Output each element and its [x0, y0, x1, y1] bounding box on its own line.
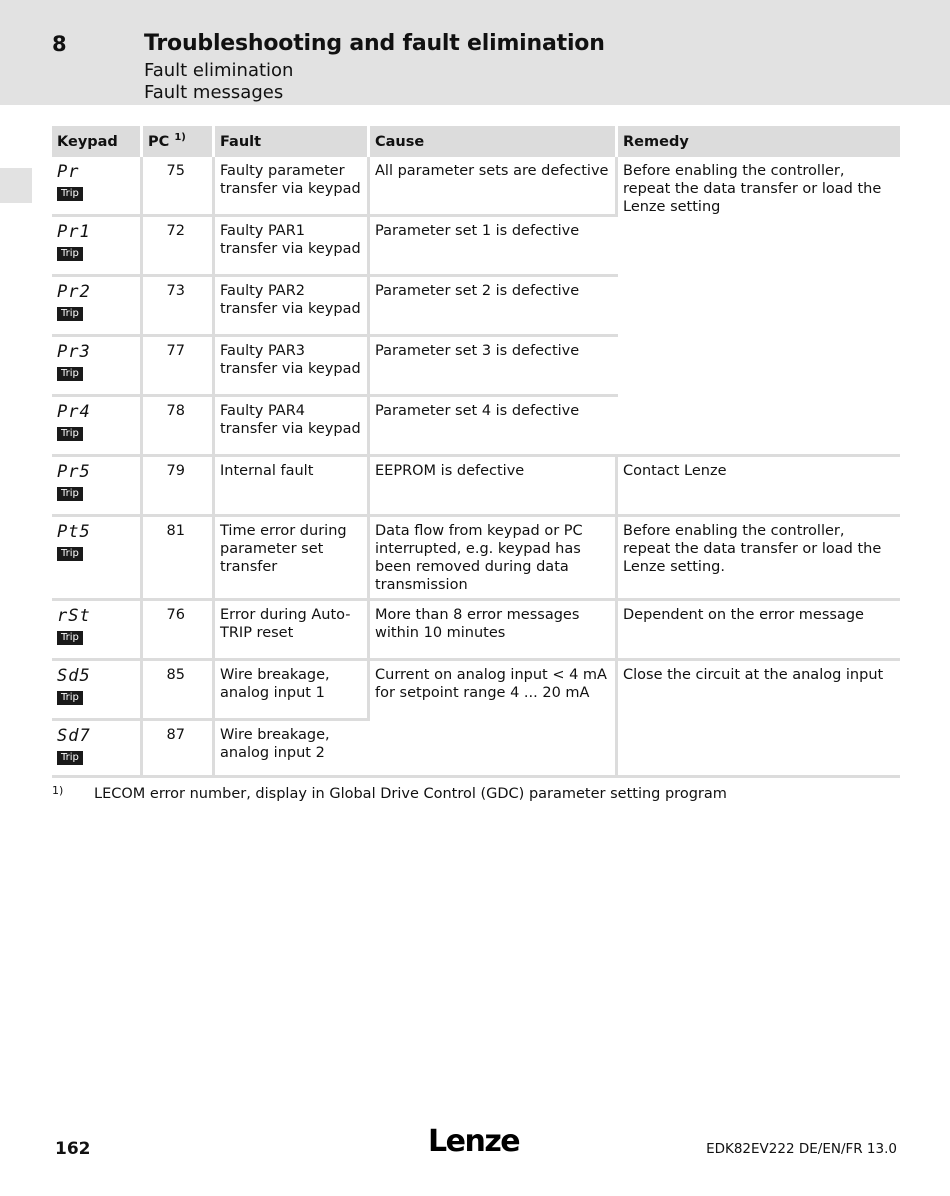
- keypad-cell: [52, 397, 143, 457]
- trip-badge: Trip: [57, 367, 83, 381]
- pc-number-cell: 73: [143, 277, 215, 337]
- col-header-pc: PC $^{1)}$: [143, 126, 215, 157]
- trip-badge: Trip: [57, 187, 83, 201]
- pc-number-cell: 79: [143, 457, 215, 517]
- keypad-display-code: Pr: [57, 162, 80, 182]
- pc-number-cell: 78: [143, 397, 215, 457]
- keypad-display-code: Pr5: [57, 462, 91, 482]
- pc-number-cell: 87: [143, 721, 215, 778]
- fault-cell: Error during Auto-TRIP reset: [215, 601, 370, 661]
- chapter-number: 8: [52, 32, 67, 56]
- fault-cell: Faulty PAR3 transfer via keypad: [215, 337, 370, 397]
- cause-cell: EEPROM is defective: [370, 457, 618, 517]
- keypad-display-code: Pr1: [57, 222, 91, 242]
- keypad-display-code: Sd5: [57, 666, 91, 686]
- trip-badge: Trip: [57, 307, 83, 321]
- cause-cell: Parameter set 3 is defective: [370, 337, 618, 397]
- keypad-cell: [52, 217, 143, 277]
- pc-number-cell: 75: [143, 157, 215, 217]
- keypad-cell: [52, 517, 143, 601]
- chapter-title: Troubleshooting and fault elimination: [144, 31, 605, 56]
- keypad-cell: [52, 721, 143, 778]
- trip-badge: Trip: [57, 751, 83, 765]
- pc-number-cell: 77: [143, 337, 215, 397]
- pc-number-cell: 81: [143, 517, 215, 601]
- cause-cell: Current on analog input < 4 mA for setpoint range 4 ... 20 mA: [370, 661, 618, 778]
- keypad-display-code: rSt: [57, 606, 91, 626]
- fault-cell: Wire breakage, analog input 1: [215, 661, 370, 721]
- col-header-fault: Fault: [215, 126, 370, 157]
- table-row: [52, 157, 900, 217]
- fault-cell: Internal fault: [215, 457, 370, 517]
- fault-cell: Time error during parameter set transfer: [215, 517, 370, 601]
- keypad-cell: [52, 601, 143, 661]
- col-header-remedy: Remedy: [618, 126, 900, 157]
- fault-cell: Faulty PAR2 transfer via keypad: [215, 277, 370, 337]
- cause-cell: Parameter set 1 is defective: [370, 217, 618, 277]
- fault-cell: Faulty PAR1 transfer via keypad: [215, 217, 370, 277]
- trip-badge: Trip: [57, 427, 83, 441]
- fault-messages-table: [52, 126, 900, 778]
- cause-cell: More than 8 error messages within 10 minutes: [370, 601, 618, 661]
- remedy-cell: Before enabling the controller, repeat the data transfer or load the Lenze setting: [618, 157, 900, 457]
- table-row: [52, 661, 900, 721]
- remedy-cell: Close the circuit at the analog input: [618, 661, 900, 778]
- fault-cell: Faulty PAR4 transfer via keypad: [215, 397, 370, 457]
- trip-badge: Trip: [57, 631, 83, 645]
- keypad-cell: [52, 457, 143, 517]
- keypad-cell: [52, 277, 143, 337]
- keypad-display-code: Pr4: [57, 402, 91, 422]
- table-row: [52, 457, 900, 517]
- cause-cell: All parameter sets are defective: [370, 157, 618, 217]
- fault-cell: Faulty parameter transfer via keypad: [215, 157, 370, 217]
- keypad-display-code: Pr3: [57, 342, 91, 362]
- pc-number-cell: 85: [143, 661, 215, 721]
- remedy-cell: Contact Lenze: [618, 457, 900, 517]
- fault-cell: Wire breakage, analog input 2: [215, 721, 370, 778]
- trip-badge: Trip: [57, 547, 83, 561]
- col-header-keypad: Keypad: [52, 126, 143, 157]
- keypad-display-code: Sd7: [57, 726, 91, 746]
- footnote-marker: 1): [52, 784, 64, 797]
- section-subsubtitle: Fault messages: [144, 82, 284, 103]
- document-id: EDK82EV222 DE/EN/FR 13.0: [706, 1141, 897, 1157]
- table-header-row: [52, 126, 900, 157]
- keypad-cell: [52, 337, 143, 397]
- trip-badge: Trip: [57, 487, 83, 501]
- table-row: [52, 517, 900, 601]
- footnote-ref: 1): [174, 132, 186, 144]
- remedy-cell: Before enabling the controller, repeat the data transfer or load the Lenze setting.: [618, 517, 900, 601]
- keypad-cell: [52, 661, 143, 721]
- section-subtitle: Fault elimination: [144, 60, 294, 81]
- lenze-logo: Lenze: [428, 1124, 520, 1159]
- trip-badge: Trip: [57, 691, 83, 705]
- cause-cell: Data flow from keypad or PC interrupted, e.g. keypad has been removed during data transmission: [370, 517, 618, 601]
- keypad-display-code: Pt5: [57, 522, 91, 542]
- chapter-side-tab: [0, 168, 32, 203]
- pc-number-cell: 72: [143, 217, 215, 277]
- cause-cell: Parameter set 2 is defective: [370, 277, 618, 337]
- pc-number-cell: 76: [143, 601, 215, 661]
- col-header-cause: Cause: [370, 126, 618, 157]
- remedy-cell: Dependent on the error message: [618, 601, 900, 661]
- table-row: [52, 601, 900, 661]
- cause-cell: Parameter set 4 is defective: [370, 397, 618, 457]
- page-number: 162: [55, 1139, 91, 1159]
- keypad-display-code: Pr2: [57, 282, 91, 302]
- footnote-text: LECOM error number, display in Global Drive Control (GDC) parameter setting program: [94, 786, 727, 802]
- keypad-cell: [52, 157, 143, 217]
- trip-badge: Trip: [57, 247, 83, 261]
